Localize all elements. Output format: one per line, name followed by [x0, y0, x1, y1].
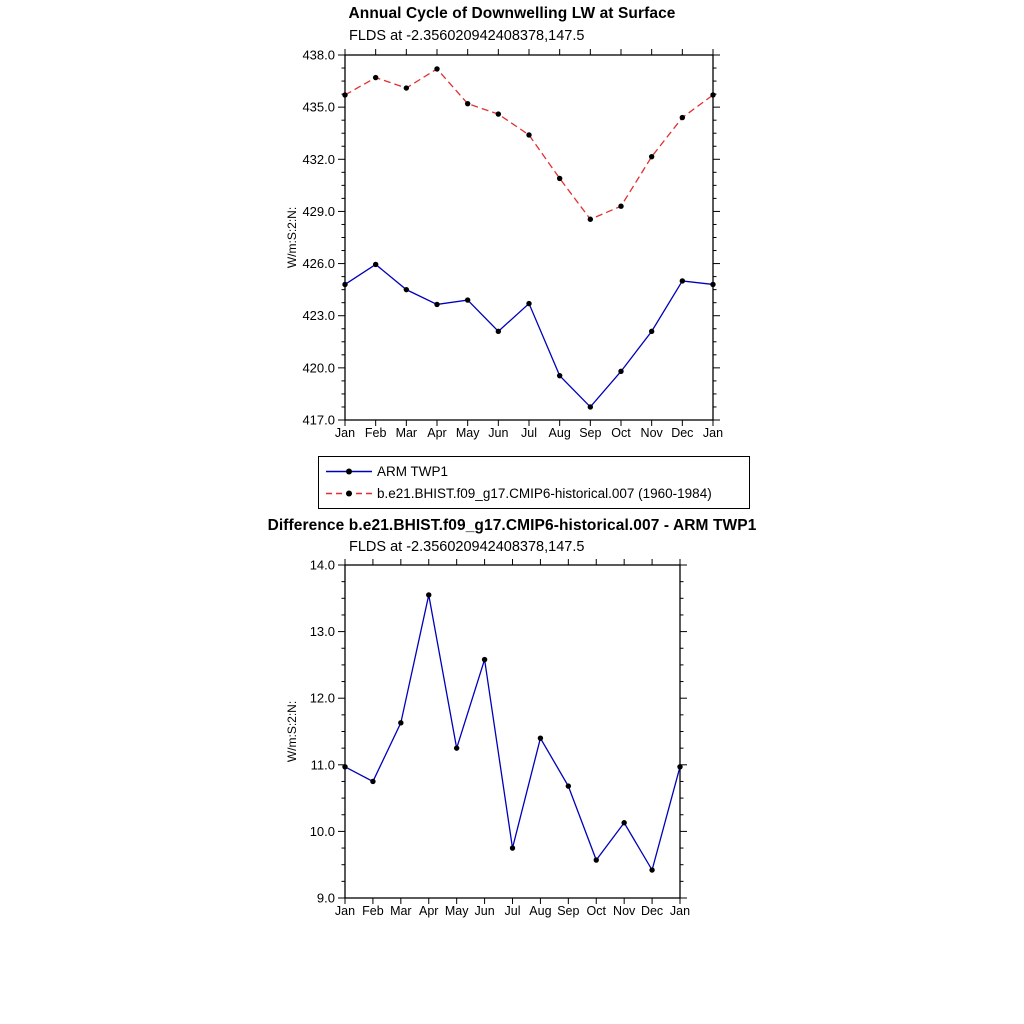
- data-point-marker: [677, 764, 682, 769]
- y-tick-label: 423.0: [302, 308, 335, 324]
- y-tick-label: 438.0: [302, 47, 335, 63]
- x-tick-label: Jun: [488, 426, 509, 440]
- x-tick-label: Jan: [669, 904, 691, 918]
- y-tick-label: 429.0: [302, 203, 335, 219]
- y-tick-label: 432.0: [302, 151, 335, 167]
- x-tick-label: Dec: [640, 904, 664, 918]
- y-axis-label: W/m:S:2:N:: [285, 206, 299, 269]
- x-tick-label: Jul: [521, 426, 537, 440]
- x-tick-label: Sep: [579, 426, 602, 440]
- data-point-marker: [496, 111, 501, 116]
- series-line: [345, 595, 680, 870]
- data-point-marker: [710, 92, 715, 97]
- legend-entry-model: [325, 483, 743, 503]
- x-tick-label: Aug: [548, 426, 571, 440]
- data-point-marker: [434, 66, 439, 71]
- data-point-marker: [496, 329, 501, 334]
- x-tick-label: Jun: [474, 904, 495, 918]
- y-tick-label: 417.0: [302, 412, 335, 428]
- data-point-marker: [465, 297, 470, 302]
- y-tick-label: 426.0: [302, 256, 335, 272]
- data-point-marker: [404, 287, 409, 292]
- y-tick-label: 14.0: [309, 558, 335, 573]
- x-tick-label: Nov: [613, 904, 636, 918]
- x-tick-label: May: [455, 426, 480, 440]
- x-tick-label: Oct: [611, 426, 631, 440]
- chart1-plot-area: [270, 46, 770, 446]
- x-tick-label: Nov: [640, 426, 663, 440]
- plot-frame: [345, 55, 713, 420]
- legend-label-arm-twp1: ARM TWP1: [377, 463, 449, 479]
- x-tick-label: Apr: [427, 426, 447, 440]
- data-point-marker: [434, 302, 439, 307]
- series-line: [345, 69, 713, 219]
- y-tick-label: 9.0: [316, 890, 335, 906]
- data-point-marker: [649, 154, 654, 159]
- data-point-marker: [342, 282, 347, 287]
- chart2-subtitle: FLDS at -2.356020942408378,147.5: [349, 539, 585, 555]
- x-tick-label: Feb: [362, 904, 384, 918]
- data-point-marker: [398, 720, 403, 725]
- x-tick-label: Jan: [334, 904, 356, 918]
- data-point-marker: [618, 204, 623, 209]
- data-point-marker: [373, 262, 378, 267]
- data-point-marker: [370, 779, 375, 784]
- data-point-marker: [680, 115, 685, 120]
- legend-label-model: b.e21.BHIST.f09_g17.CMIP6-historical.007 (1960-1984): [377, 485, 712, 501]
- data-point-marker: [538, 735, 543, 740]
- data-point-marker: [588, 404, 593, 409]
- y-tick-label: 420.0: [302, 360, 335, 376]
- data-point-marker: [588, 217, 593, 222]
- data-point-marker: [557, 373, 562, 378]
- data-point-marker: [426, 592, 431, 597]
- x-tick-label: Jan: [334, 426, 356, 440]
- data-point-marker: [618, 369, 623, 374]
- y-tick-label: 13.0: [309, 624, 335, 640]
- legend-line-sample-solid: [325, 465, 373, 478]
- chart2-title: Difference b.e21.BHIST.f09_g17.CMIP6-historical.007 - ARM TWP1: [267, 517, 757, 534]
- x-tick-label: Oct: [586, 904, 606, 918]
- data-point-marker: [710, 282, 715, 287]
- x-tick-label: Dec: [671, 426, 694, 440]
- x-tick-label: Mar: [390, 904, 412, 918]
- data-point-marker: [526, 301, 531, 306]
- chart2-plot-area: [270, 558, 730, 933]
- legend: [318, 456, 750, 509]
- legend-entry-arm-twp1: [325, 461, 743, 481]
- series-line: [345, 264, 713, 407]
- y-axis-label: W/m:S:2:N:: [285, 700, 299, 763]
- data-point-marker: [594, 857, 599, 862]
- data-point-marker: [482, 657, 487, 662]
- x-tick-label: Aug: [529, 904, 552, 918]
- x-tick-label: Sep: [557, 904, 580, 918]
- legend-marker-icon: [346, 468, 352, 474]
- data-point-marker: [342, 92, 347, 97]
- x-tick-label: Jan: [702, 426, 724, 440]
- y-tick-label: 11.0: [310, 757, 335, 773]
- data-point-marker: [465, 101, 470, 106]
- data-point-marker: [649, 329, 654, 334]
- data-point-marker: [373, 75, 378, 80]
- legend-line-sample-dashed: [325, 487, 373, 500]
- data-point-marker: [454, 745, 459, 750]
- x-tick-label: Mar: [395, 426, 418, 440]
- y-tick-label: 10.0: [309, 823, 335, 839]
- y-tick-label: 12.0: [309, 690, 335, 706]
- data-point-marker: [342, 764, 347, 769]
- data-point-marker: [566, 783, 571, 788]
- data-point-marker: [526, 132, 531, 137]
- chart1-subtitle: FLDS at -2.356020942408378,147.5: [349, 28, 585, 44]
- data-point-marker: [680, 278, 685, 283]
- legend-marker-icon: [346, 490, 352, 496]
- data-point-marker: [404, 85, 409, 90]
- data-point-marker: [649, 867, 654, 872]
- y-tick-label: 435.0: [302, 99, 335, 115]
- data-point-marker: [621, 820, 626, 825]
- x-tick-label: Feb: [364, 426, 387, 440]
- data-point-marker: [510, 845, 515, 850]
- x-tick-label: Jul: [504, 904, 521, 918]
- x-tick-label: Apr: [419, 904, 439, 918]
- x-tick-label: May: [444, 904, 469, 918]
- data-point-marker: [557, 176, 562, 181]
- chart1-title: Annual Cycle of Downwelling LW at Surface: [348, 5, 676, 22]
